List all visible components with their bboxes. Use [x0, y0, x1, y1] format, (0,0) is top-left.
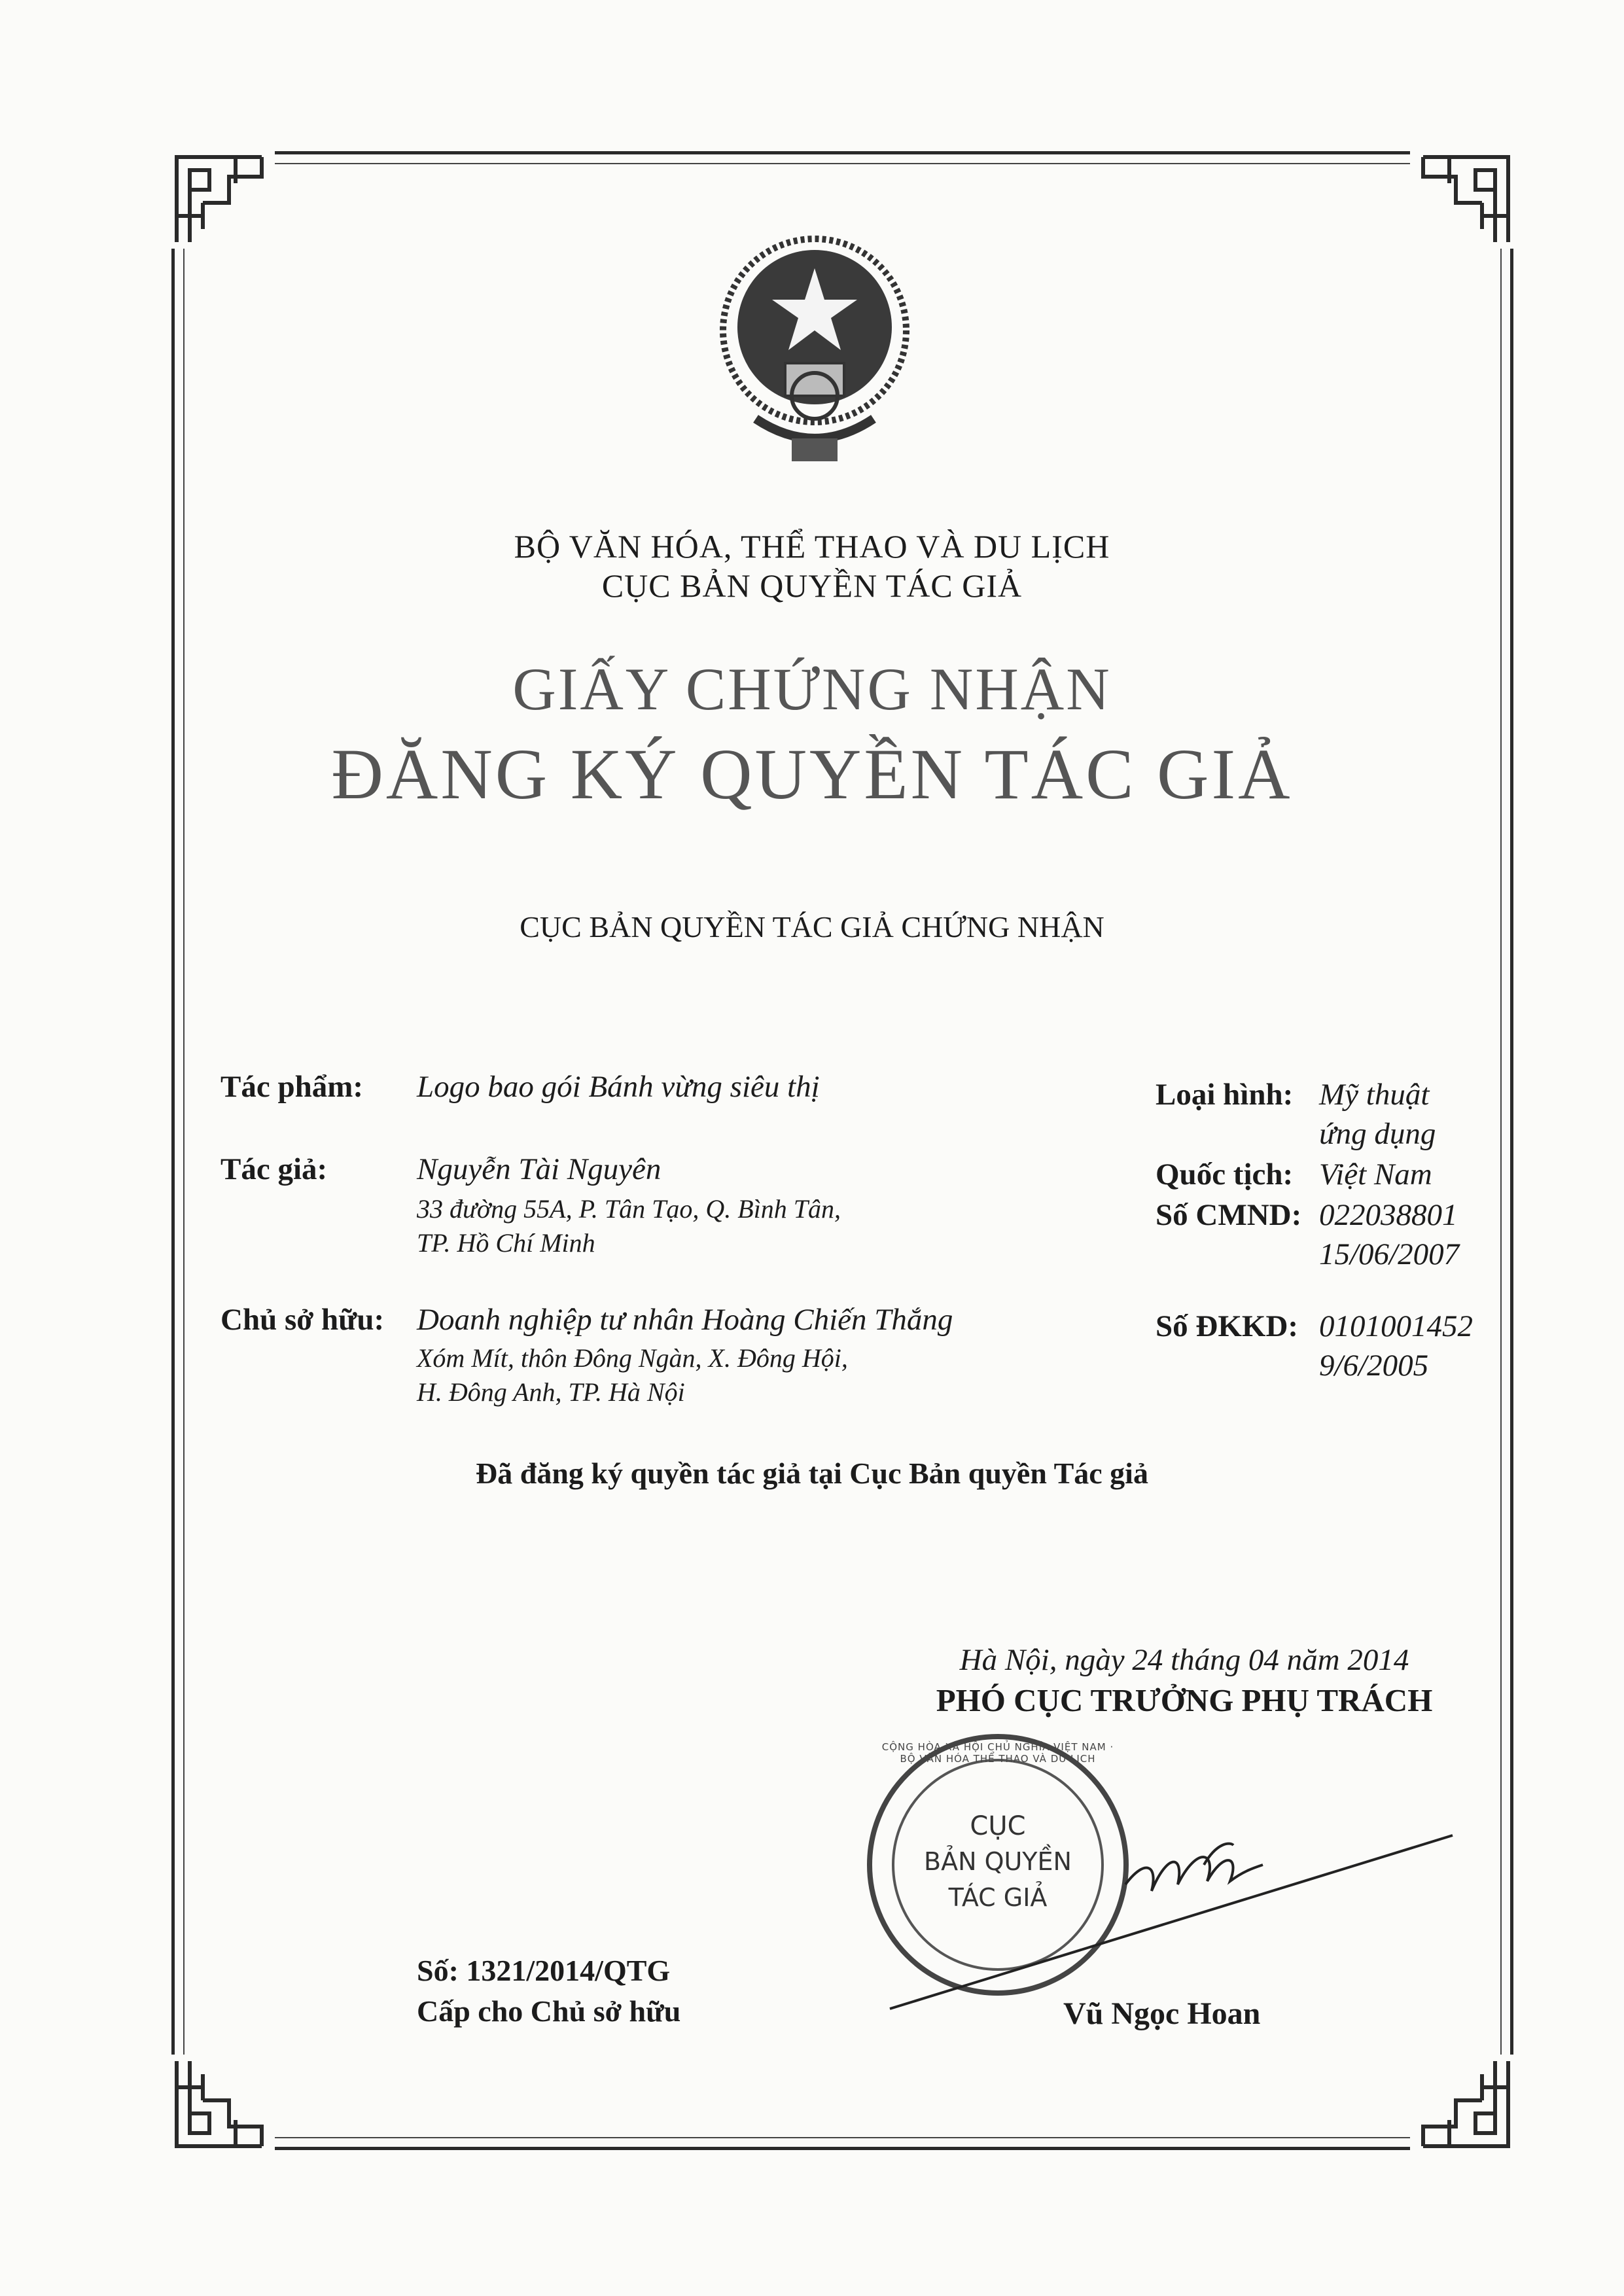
type-label: Loại hình: — [1156, 1078, 1294, 1112]
corner-ornament-bottom-left — [164, 2055, 275, 2159]
work-value: Logo bao gói Bánh vừng siêu thị — [417, 1070, 820, 1104]
stamp-line2: BẢN QUYỀN — [924, 1847, 1072, 1876]
certificate-title: GIẤY CHỨNG NHẬN — [512, 656, 1112, 722]
certificate-subtitle: ĐĂNG KÝ QUYỀN TÁC GIẢ — [331, 734, 1293, 814]
id-card-label: Số CMND: — [1156, 1198, 1302, 1232]
type-value-line2: ứng dụng — [1319, 1117, 1436, 1151]
national-emblem — [716, 222, 913, 471]
nationality-value: Việt Nam — [1319, 1157, 1432, 1192]
signature — [877, 1806, 1466, 2022]
business-reg-date: 9/6/2005 — [1319, 1349, 1429, 1383]
place-date: Hà Nội, ngày 24 tháng 04 năm 2014 — [959, 1643, 1409, 1677]
registered-statement: Đã đăng ký quyền tác giả tại Cục Bản quyền Tác giả — [476, 1457, 1148, 1490]
id-card-number: 022038801 — [1319, 1198, 1458, 1232]
author-label: Tác giả: — [221, 1152, 328, 1186]
ministry-name: BỘ VĂN HÓA, THỂ THAO VÀ DU LỊCH — [514, 528, 1110, 565]
reference-number: Số: 1321/2014/QTG — [417, 1954, 671, 1987]
type-value-line1: Mỹ thuật — [1319, 1078, 1430, 1112]
certifies-line: CỤC BẢN QUYỀN TÁC GIẢ CHỨNG NHẬN — [520, 910, 1104, 944]
corner-ornament-bottom-right — [1410, 2055, 1521, 2159]
author-address-line2: TP. Hồ Chí Minh — [417, 1228, 595, 1258]
stamp-ring-text: CỘNG HÒA XÃ HỘI CHỦ NGHĨA VIỆT NAM · BỘ VĂN HÓA THỂ THAO VÀ DU LỊCH — [881, 1741, 1114, 1765]
owner-name: Doanh nghiệp tư nhân Hoàng Chiến Thắng — [417, 1303, 953, 1337]
issued-to: Cấp cho Chủ sở hữu — [417, 1994, 681, 2028]
nationality-label: Quốc tịch: — [1156, 1157, 1294, 1192]
corner-ornament-top-right — [1410, 144, 1521, 249]
work-label: Tác phẩm: — [221, 1070, 364, 1104]
stamp-line1: CỤC — [970, 1811, 1026, 1841]
author-name: Nguyễn Tài Nguyên — [417, 1152, 662, 1186]
department-name: CỤC BẢN QUYỀN TÁC GIẢ — [601, 567, 1023, 604]
id-card-date: 15/06/2007 — [1319, 1237, 1460, 1271]
signer-position: PHÓ CỤC TRƯỞNG PHỤ TRÁCH — [936, 1682, 1433, 1718]
corner-ornament-top-left — [164, 144, 275, 249]
business-reg-label: Số ĐKKD: — [1156, 1309, 1299, 1343]
owner-address-line2: H. Đông Anh, TP. Hà Nội — [417, 1377, 685, 1407]
signer-name: Vũ Ngọc Hoan — [1063, 1996, 1261, 2031]
stamp-line3: TÁC GIẢ — [948, 1883, 1048, 1912]
owner-address-line1: Xóm Mít, thôn Đông Ngàn, X. Đông Hội, — [417, 1343, 848, 1373]
business-reg-number: 0101001452 — [1319, 1309, 1473, 1343]
author-address-line1: 33 đường 55A, P. Tân Tạo, Q. Bình Tân, — [417, 1194, 841, 1224]
owner-label: Chủ sở hữu: — [221, 1303, 385, 1337]
